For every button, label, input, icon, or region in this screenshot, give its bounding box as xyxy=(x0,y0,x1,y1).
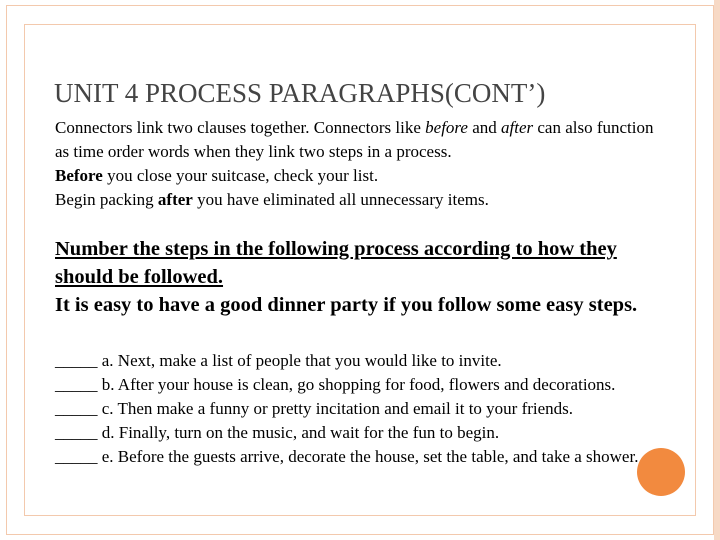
step-item xyxy=(55,421,675,445)
answer-blank: _____ xyxy=(55,399,98,418)
step-text: b. After your house is clean, go shopping for food, flowers and decorations. xyxy=(97,375,616,394)
example-text: Begin packing xyxy=(55,190,158,209)
answer-blank: _____ xyxy=(55,351,98,370)
task-block xyxy=(55,235,675,319)
italic-before: before xyxy=(425,118,468,137)
right-accent-band xyxy=(714,0,720,540)
step-item xyxy=(55,373,675,397)
step-item xyxy=(55,349,675,373)
intro-text-part: Connectors link two clauses together. Connectors like xyxy=(55,118,426,137)
example-sentence-1 xyxy=(55,164,670,188)
example-text: you have eliminated all unnecessary items. xyxy=(192,190,489,209)
example-text: you close your suitcase, check your list. xyxy=(102,166,379,185)
answer-blank: _____ xyxy=(55,375,98,394)
step-text: d. Finally, turn on the music, and wait for the fun to begin. xyxy=(97,423,500,442)
bold-after: after xyxy=(157,190,193,209)
intro-text-part: and xyxy=(467,118,502,137)
step-item xyxy=(55,445,675,469)
intro-text-part: can also function as time order words when they link two steps in a process. xyxy=(55,118,654,161)
slide-title: UNIT 4 PROCESS PARAGRAPHS(CONT’) xyxy=(54,78,546,108)
intro-paragraph xyxy=(55,116,670,164)
answer-blank: _____ xyxy=(55,447,98,466)
step-text: c. Then make a funny or pretty incitation and email it to your friends. xyxy=(97,399,574,418)
answer-blank: _____ xyxy=(55,423,98,442)
step-item xyxy=(55,397,675,421)
step-text: e. Before the guests arrive, decorate the house, set the table, and take a shower. xyxy=(97,447,639,466)
intro-text xyxy=(55,116,670,212)
italic-after: after xyxy=(501,118,534,137)
task-lead: It is easy to have a good dinner party if you follow some easy steps. xyxy=(55,294,638,316)
example-sentence-2 xyxy=(55,188,670,212)
step-text: a. Next, make a list of people that you would like to invite. xyxy=(97,351,502,370)
steps-list xyxy=(55,349,675,469)
task-instruction: Number the steps in the following process according to how they should be followed. xyxy=(55,238,617,288)
bold-before: Before xyxy=(55,166,103,185)
